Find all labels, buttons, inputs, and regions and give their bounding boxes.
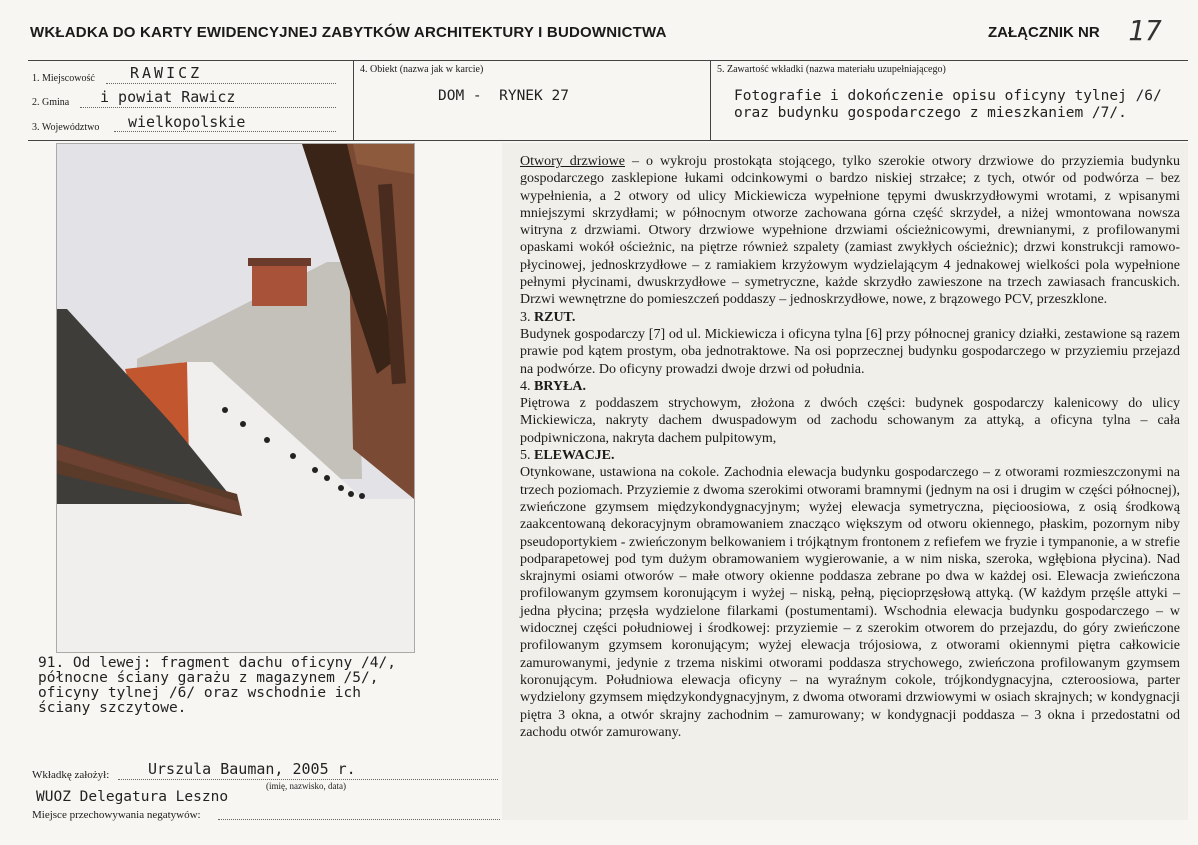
header-divider [28,60,1188,61]
negatives-dotline [218,819,500,820]
section-5-heading [520,447,1180,464]
section-3-number: 3. [520,309,534,325]
gmina-dotline [80,107,336,108]
gmina-value: i powiat Rawicz [100,88,236,106]
doors-paragraph [520,153,1180,309]
institution-value: WUOZ Delegatura Leszno [36,789,229,805]
contents-label: 5. Zawartość wkładki (nazwa materiału uzupełniającego) [717,64,946,75]
section-5-title: ELEWACJE [534,448,612,464]
section-4-title: BRYŁA [534,378,583,394]
doors-text: – o wykroju prostokąta stojącego, tylko szerokie otwory drzwiowe do przyziemia budynku gospodarczego zasklepione łukami odcinkowymi o bardzo niskiej strzałce; z tych, otwór od podwórza – bez wypełnienia, a 2 otwory od ulicy Mickiewicza wypełnione tępymi dwuskrzydłowymi wrotami, z wpisanymi mniejszymi skrzydłami; w północnym otworze zachowana górna część skrzydeł, a niżej wmontowana nowsza witryna z drzwiami. Otwory drzwiowe wypełnione drzwiami ościeżnicowymi, drewnianymi, z profilowanymi opaskami wokół ościeżnic, na piętrze również szpalety (zamiast zwykłych ościeżnic); drzwi konstrukcji ramowo-płycinowej, jednoskrzydłowe – z ramiakiem krzyżowym wydzielającym 4 jednakowej wielkości pola wypełnione pełnymi płycinami, dwuskrzydłowe – symetryczne, każde skrzydło zawieszone na trzech zawiasach francuskich. Drzwi wewnętrzne do pomieszczeń poddaszy – jednoskrzydłowe, nowe, z brązowego PCV, przeszklone. [520,154,1180,308]
fields-divider [28,140,1188,141]
section-4-dot: . [582,378,587,394]
object-label: 4. Obiekt (nazwa jak w karcie) [360,64,484,75]
negatives-label: Miejsce przechowywania negatywów: [32,809,201,821]
author-hint: (imię, nazwisko, data) [266,781,346,791]
miejscowosc-value: RAWICZ [130,64,203,82]
section-5-number: 5. [520,448,534,464]
section-3-heading [520,309,1180,326]
section-5-dot: . [611,448,615,464]
miejscowosc-label: 1. Miejscowość [32,73,95,84]
section-4-text: Piętrowa z poddaszem strychowym, złożona z dwóch części: budynek gospodarczy kalenicowy do ulicy Mickiewicza, nakryty dachem dwuspadowym od zachodu schowanym za attyką, a oficyna tylna – cała podpiwniczona, nakryta dachem pulpitowym, [520,396,1180,446]
column-divider-1 [353,60,354,140]
author-value: Urszula Bauman, 2005 r. [148,760,356,778]
annex-label: ZAŁĄCZNIK NR [988,24,1100,41]
annex-number: 17 [1128,14,1162,47]
section-3-text: Budynek gospodarczy [7] od ul. Mickiewicza i oficyna tylna [6] przy północnej granicy działki, zestawione są razem prawie pod kątem prostym, oba jednotraktowe. Na osi poprzecznej budynku gospodarczego w przyziemiu przejazd na podwórze. Do oficyny prowadzi dwoje drzwi od południa. [520,326,1180,377]
contents-line-2: oraz budynku gospodarczego z mieszkaniem /7/. [734,105,1127,121]
building-photo [56,143,415,653]
wojewodztwo-label: 3. Województwo [32,122,100,133]
photo-illustration [57,144,414,652]
form-title: WKŁADKA DO KARTY EWIDENCYJNEJ ZABYTKÓW ARCHITEKTURY I BUDOWNICTWA [30,24,667,41]
wojewodztwo-value: wielkopolskie [128,113,246,131]
photo-caption: 91. Od lewej: fragment dachu oficyny /4/, północne ściany garażu z magazynem /5/, oficyny tylnej /6/ oraz wschodnie ich ściany szczytowe. [38,655,396,716]
section-3-dot: . [571,309,576,325]
section-4-heading [520,378,1180,395]
doors-heading: Otwory drzwiowe [520,154,625,169]
miejscowosc-dotline [106,83,336,84]
object-value: DOM - RYNEK 27 [438,88,569,104]
gmina-label: 2. Gmina [32,97,70,108]
author-dotline [118,779,498,780]
description-panel [502,143,1188,820]
contents-line-1: Fotografie i dokończenie opisu oficyny tylnej /6/ [734,88,1162,104]
column-divider-2 [710,60,711,140]
wojewodztwo-dotline [114,131,336,132]
section-5-text: Otynkowane, ustawiona na cokole. Zachodnia elewacja budynku gospodarczego – z otworami rozmieszczonymi na trzech poziomach. Przyziemie z dwoma szerokimi otworami bramnymi (jednym na osi i drugim w części północnej), zwieńczone gzymsem międzykondygnacyjnym; wyżej elewacja symetryczna, pięcioosiowa, z osią środkową zaakcentowaną dekoracyjnym obramowaniem znacząco większym od otworu okiennego, płaskim, pozornym niby pseudoportykiem - zwieńczonym belkowaniem i trójkątnym frontonem z refiefem we fryzie i tympanonie, a w strefie podparapetowej pod tym dużym obramowaniem wygierowanie, a w nim niska, szeroka, wgłębiona płycina). Nad skrajnymi osiami otworów – małe otwory okienne poddasza zebrane po dwa w każdej osi. Elewacja zwieńczona profilowanym gzymsem koronującym i wyżej – niską, pełną, pięcioprzęsłową attyką. (W każdym przęśle attyki – jedna płycina; przęsła wydzielone filarkami (postumentami). Wschodnia elewacja budynku gospodarczego – w widocznej części południowej i środkowej: przyziemie – z szerokim otworem do przejazdu, do góry zwieńczone profilowanym gzymsem koronującym; wyżej elewacja trójosiowa, z otworami okiennymi piętra całkowicie zamurowanymi, jedynie z trzema niskimi otworami poddasza strychowego, zwieńczona profilowanym gzymsem koronującym. Południowa elewacja oficyny – na wyraźnym cokole, trójkondygnacyjna, czteroosiowa, parter wydzielony gzymsem międzykondygnacyjnym, z dwoma otworami drzwiowymi w osiach skrajnych; w kondygnacji piętra 3 okna, a otwór skrajny zachodnim – zamurowany; w kondygnacji poddasza – 3 okna i przedostatni od zachodu otwór zamurowany. [520,465,1180,740]
section-3-title: RZUT [534,309,572,325]
section-4-number: 4. [520,378,534,394]
author-label: Wkładkę założył: [32,769,110,781]
